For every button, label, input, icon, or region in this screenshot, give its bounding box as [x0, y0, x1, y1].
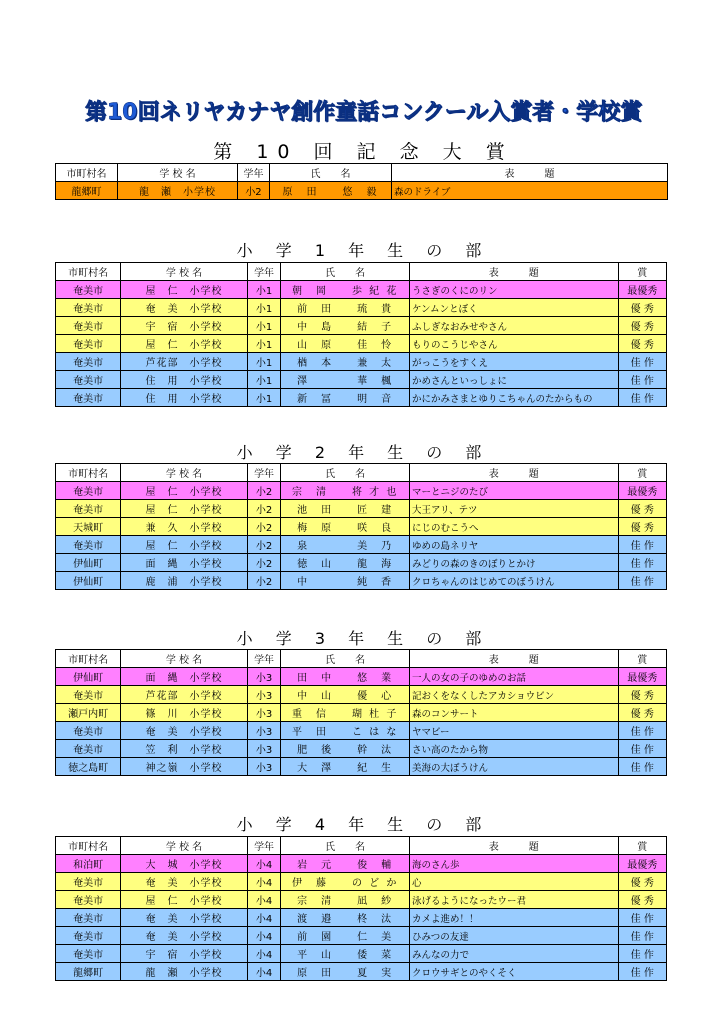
award-cell: 佳 作 [618, 353, 666, 371]
name-cell: 泉 美 乃 [281, 536, 410, 554]
section-title: 第 10 回 記 念 大 賞 [213, 141, 514, 163]
title-cell: うさぎのくにのリン [409, 281, 618, 299]
award-cell: 佳 作 [618, 722, 666, 740]
name-cell: 中 山 優 心 [281, 686, 410, 704]
award-cell: 佳 作 [618, 572, 666, 590]
column-header: 学年 [247, 263, 281, 281]
city-cell: 伊仙町 [56, 572, 121, 590]
name-cell: 平 田 こ は な [281, 722, 410, 740]
column-header: 市町村名 [56, 263, 121, 281]
city-cell: 奄美市 [56, 353, 121, 371]
school-cell: 芦花部 小学校 [121, 353, 247, 371]
title-cell: かめさんといっしょに [409, 371, 618, 389]
grade-cell: 小4 [247, 891, 281, 909]
grade-cell: 小1 [247, 389, 281, 407]
school-cell: 大 城 小学校 [121, 855, 247, 873]
column-header: 賞 [618, 263, 666, 281]
name-cell: 徳 山 龍 海 [281, 554, 410, 572]
award-cell: 佳 作 [618, 927, 666, 945]
table-header-row [56, 164, 668, 182]
table-header-row [56, 650, 667, 668]
table-row [56, 353, 667, 371]
table-row [56, 371, 667, 389]
column-header: 市町村名 [56, 164, 118, 182]
school-cell: 龍 瀬 小学校 [121, 963, 247, 981]
grade-cell: 小2 [247, 518, 281, 536]
name-cell: 楢 本 兼 太 [281, 353, 410, 371]
title-cell: ゆめの島ネリヤ [409, 536, 618, 554]
section-title: 小 学 1 年 生 の 部 [236, 241, 491, 260]
award-cell: 優 秀 [618, 500, 666, 518]
city-cell: 奄美市 [56, 873, 121, 891]
school-cell: 面 縄 小学校 [121, 554, 247, 572]
column-header: 表 題 [409, 650, 618, 668]
title-cell: さい高のたから物 [409, 740, 618, 758]
school-cell: 宇 宿 小学校 [121, 945, 247, 963]
city-cell: 奄美市 [56, 371, 121, 389]
school-cell: 神之嶺 小学校 [121, 758, 247, 776]
title-cell: かにかみさまとゆりこちゃんのたからもの [409, 389, 618, 407]
title-cell: ふしぎなおみせやさん [409, 317, 618, 335]
name-cell: 田 中 悠 業 [281, 668, 410, 686]
city-cell: 奄美市 [56, 482, 121, 500]
award-cell: 佳 作 [618, 554, 666, 572]
grade-cell: 小4 [247, 873, 281, 891]
school-cell: 奄 美 小学校 [121, 927, 247, 945]
column-header: 学年 [247, 464, 281, 482]
column-header: 賞 [618, 837, 666, 855]
column-header: 市町村名 [56, 650, 121, 668]
award-cell: 最優秀 [618, 668, 666, 686]
awards-table [55, 463, 667, 590]
title-cell: クロウサギとのやくそく [409, 963, 618, 981]
column-header: 表 題 [409, 837, 618, 855]
school-cell: 鹿 浦 小学校 [121, 572, 247, 590]
grade-cell: 小3 [247, 668, 281, 686]
name-cell: 梅 原 咲 良 [281, 518, 410, 536]
table-row [56, 281, 667, 299]
table-row [56, 855, 667, 873]
city-cell: 伊仙町 [56, 554, 121, 572]
school-cell: 奄 美 小学校 [121, 873, 247, 891]
title-cell: にじのむこうへ [409, 518, 618, 536]
column-header: 学 校 名 [118, 164, 238, 182]
table-row [56, 389, 667, 407]
table-row [56, 891, 667, 909]
title-cell: 海のさん歩 [409, 855, 618, 873]
table-row [56, 518, 667, 536]
title-cell: もりのこうじやさん [409, 335, 618, 353]
column-header: 市町村名 [56, 464, 121, 482]
school-cell: 篠 川 小学校 [121, 704, 247, 722]
school-cell: 住 用 小学校 [121, 371, 247, 389]
title-cell: 森のドライブ [392, 182, 668, 200]
city-cell: 奄美市 [56, 299, 121, 317]
column-header: 学 校 名 [121, 837, 247, 855]
name-cell: 宗 清 凪 紗 [281, 891, 410, 909]
grade-cell: 小2 [247, 500, 281, 518]
grade-cell: 小2 [247, 482, 281, 500]
title-cell: がっこうをすくえ [409, 353, 618, 371]
title-cell: 記おくをなくしたアカショウビン [409, 686, 618, 704]
table-header-row [56, 837, 667, 855]
school-cell: 面 縄 小学校 [121, 668, 247, 686]
school-cell: 奄 美 小学校 [121, 909, 247, 927]
column-header: 氏 名 [281, 464, 410, 482]
table-row [56, 317, 667, 335]
city-cell: 奄美市 [56, 317, 121, 335]
table-row [56, 182, 668, 200]
table-row [56, 704, 667, 722]
city-cell: 天城町 [56, 518, 121, 536]
award-cell: 佳 作 [618, 758, 666, 776]
city-cell: 徳之島町 [56, 758, 121, 776]
title-cell: 大王アリ、テツ [409, 500, 618, 518]
school-cell: 屋 仁 小学校 [121, 482, 247, 500]
column-header: 市町村名 [56, 837, 121, 855]
name-cell: 伊 藤 の ど か [281, 873, 410, 891]
column-header: 氏 名 [281, 263, 410, 281]
name-cell: 池 田 匠 建 [281, 500, 410, 518]
award-cell: 優 秀 [618, 891, 666, 909]
column-header: 表 題 [409, 464, 618, 482]
title-cell: 美海の大ぼうけん [409, 758, 618, 776]
name-cell: 大 澤 紀 生 [281, 758, 410, 776]
table-row [56, 945, 667, 963]
table-row [56, 500, 667, 518]
column-header: 学 校 名 [121, 464, 247, 482]
column-header: 表 題 [392, 164, 668, 182]
column-header: 学年 [247, 837, 281, 855]
name-cell: 肥 後 幹 汰 [281, 740, 410, 758]
column-header: 賞 [618, 464, 666, 482]
school-cell: 屋 仁 小学校 [121, 536, 247, 554]
grade-cell: 小1 [247, 317, 281, 335]
table-row [56, 909, 667, 927]
school-cell: 屋 仁 小学校 [121, 891, 247, 909]
title-cell: カメよ進め！！ [409, 909, 618, 927]
table-row [56, 668, 667, 686]
grade-cell: 小1 [247, 281, 281, 299]
table-row [56, 873, 667, 891]
city-cell: 龍郷町 [56, 963, 121, 981]
award-cell: 優 秀 [618, 518, 666, 536]
city-cell: 龍郷町 [56, 182, 118, 200]
grade-cell: 小3 [247, 686, 281, 704]
table-row [56, 686, 667, 704]
award-cell: 最優秀 [618, 855, 666, 873]
main-title: 第10回ネリヤカナヤ創作童話コンクール入賞者・学校賞 [84, 100, 643, 125]
city-cell: 瀬戸内町 [56, 704, 121, 722]
name-cell: 平 山 倭 菜 [281, 945, 410, 963]
school-cell: 屋 仁 小学校 [121, 500, 247, 518]
grade-cell: 小4 [247, 945, 281, 963]
city-cell: 奄美市 [56, 389, 121, 407]
award-cell: 優 秀 [618, 873, 666, 891]
city-cell: 奄美市 [56, 686, 121, 704]
city-cell: 和泊町 [56, 855, 121, 873]
award-cell: 佳 作 [618, 740, 666, 758]
school-cell: 宇 宿 小学校 [121, 317, 247, 335]
table-row [56, 740, 667, 758]
table-header-row [56, 464, 667, 482]
award-cell: 優 秀 [618, 317, 666, 335]
title-cell: みんなの力で [409, 945, 618, 963]
name-cell: 宗 清 将 才 也 [281, 482, 410, 500]
awards-table [55, 163, 668, 200]
city-cell: 奄美市 [56, 891, 121, 909]
column-header: 賞 [618, 650, 666, 668]
table-row [56, 572, 667, 590]
city-cell: 奄美市 [56, 909, 121, 927]
column-header: 学 校 名 [121, 263, 247, 281]
grade-cell: 小1 [247, 335, 281, 353]
column-header: 学 校 名 [121, 650, 247, 668]
grade-cell: 小1 [247, 371, 281, 389]
award-cell: 最優秀 [618, 482, 666, 500]
school-cell: 屋 仁 小学校 [121, 281, 247, 299]
title-cell: みどりの森のきのぼりとかけ [409, 554, 618, 572]
name-cell: 中 純 香 [281, 572, 410, 590]
column-header: 表 題 [409, 263, 618, 281]
award-cell: 佳 作 [618, 371, 666, 389]
grade-cell: 小4 [247, 855, 281, 873]
award-cell: 優 秀 [618, 299, 666, 317]
title-cell: 一人の女の子のゆめのお話 [409, 668, 618, 686]
school-cell: 笠 利 小学校 [121, 740, 247, 758]
name-cell: 前 田 琉 貴 [281, 299, 410, 317]
award-cell: 佳 作 [618, 536, 666, 554]
awards-table [55, 649, 667, 776]
grade-cell: 小2 [247, 554, 281, 572]
table-row [56, 963, 667, 981]
name-cell: 中 島 結 子 [281, 317, 410, 335]
awards-table [55, 262, 667, 407]
column-header: 学年 [238, 164, 270, 182]
award-cell: 佳 作 [618, 389, 666, 407]
name-cell: 原 田 夏 実 [281, 963, 410, 981]
title-cell: ケンムンとぼく [409, 299, 618, 317]
school-cell: 住 用 小学校 [121, 389, 247, 407]
table-row [56, 758, 667, 776]
name-cell: 重 信 瑚 杜 子 [281, 704, 410, 722]
city-cell: 奄美市 [56, 536, 121, 554]
name-cell: 原 田 悠 毅 [270, 182, 392, 200]
title-cell: 森のコンサート [409, 704, 618, 722]
name-cell: 山 原 佳 怜 [281, 335, 410, 353]
table-row [56, 536, 667, 554]
title-cell: マーとニジのたび [409, 482, 618, 500]
award-cell: 佳 作 [618, 945, 666, 963]
table-row [56, 722, 667, 740]
city-cell: 奄美市 [56, 281, 121, 299]
table-row [56, 482, 667, 500]
table-row [56, 335, 667, 353]
grade-cell: 小2 [247, 536, 281, 554]
grade-cell: 小4 [247, 963, 281, 981]
grade-cell: 小3 [247, 740, 281, 758]
grade-cell: 小1 [247, 353, 281, 371]
title-cell: ヤマビー [409, 722, 618, 740]
section-title: 小 学 4 年 生 の 部 [236, 815, 491, 834]
column-header: 氏 名 [281, 650, 410, 668]
award-cell: 優 秀 [618, 335, 666, 353]
grade-cell: 小2 [238, 182, 270, 200]
city-cell: 伊仙町 [56, 668, 121, 686]
grade-cell: 小3 [247, 722, 281, 740]
table-row [56, 554, 667, 572]
city-cell: 奄美市 [56, 945, 121, 963]
award-cell: 佳 作 [618, 963, 666, 981]
grade-cell: 小2 [247, 572, 281, 590]
name-cell: 新 冨 明 音 [281, 389, 410, 407]
awards-table [55, 836, 667, 981]
grade-cell: 小1 [247, 299, 281, 317]
title-cell: 心 [409, 873, 618, 891]
column-header: 氏 名 [270, 164, 392, 182]
name-cell: 朝 岡 歩 紀 花 [281, 281, 410, 299]
section-title: 小 学 2 年 生 の 部 [236, 443, 491, 462]
award-cell: 佳 作 [618, 909, 666, 927]
name-cell: 岩 元 俊 輔 [281, 855, 410, 873]
grade-cell: 小3 [247, 704, 281, 722]
city-cell: 奄美市 [56, 740, 121, 758]
school-cell: 龍 瀬 小学校 [118, 182, 238, 200]
city-cell: 奄美市 [56, 927, 121, 945]
award-cell: 優 秀 [618, 686, 666, 704]
school-cell: 兼 久 小学校 [121, 518, 247, 536]
grade-cell: 小3 [247, 758, 281, 776]
name-cell: 渡 邉 柊 汰 [281, 909, 410, 927]
school-cell: 奄 美 小学校 [121, 722, 247, 740]
section-title: 小 学 3 年 生 の 部 [236, 629, 491, 648]
name-cell: 澤 華 楓 [281, 371, 410, 389]
table-header-row [56, 263, 667, 281]
table-row [56, 299, 667, 317]
name-cell: 前 園 仁 美 [281, 927, 410, 945]
grade-cell: 小4 [247, 909, 281, 927]
title-cell: 泳げるようになったウー君 [409, 891, 618, 909]
city-cell: 奄美市 [56, 335, 121, 353]
column-header: 学年 [247, 650, 281, 668]
award-cell: 優 秀 [618, 704, 666, 722]
title-cell: ひみつの友達 [409, 927, 618, 945]
grade-cell: 小4 [247, 927, 281, 945]
school-cell: 奄 美 小学校 [121, 299, 247, 317]
school-cell: 屋 仁 小学校 [121, 335, 247, 353]
title-cell: クロちゃんのはじめてのぼうけん [409, 572, 618, 590]
award-cell: 最優秀 [618, 281, 666, 299]
school-cell: 芦花部 小学校 [121, 686, 247, 704]
city-cell: 奄美市 [56, 722, 121, 740]
city-cell: 奄美市 [56, 500, 121, 518]
column-header: 氏 名 [281, 837, 410, 855]
table-row [56, 927, 667, 945]
